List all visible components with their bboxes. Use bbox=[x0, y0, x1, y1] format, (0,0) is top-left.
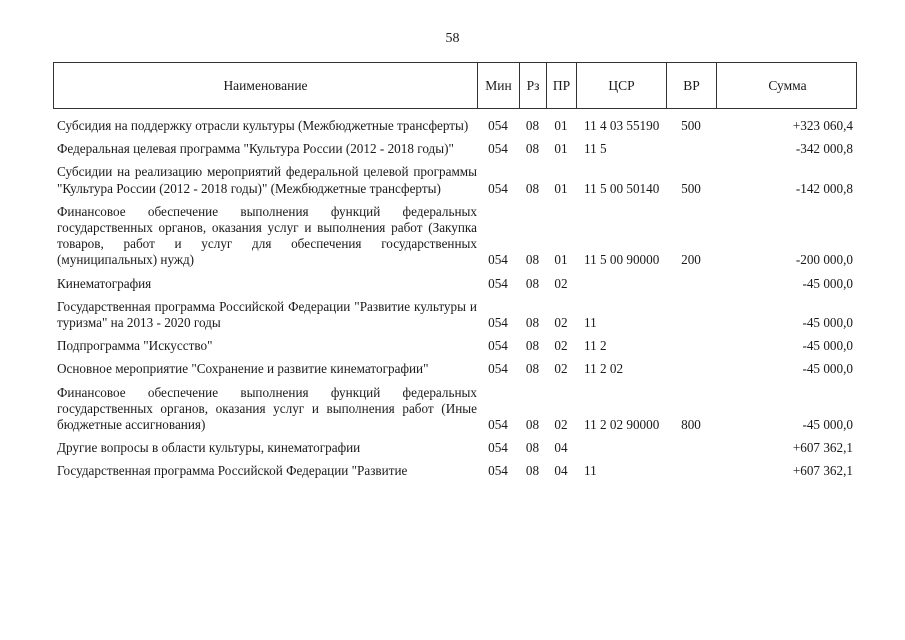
row-sum: -45 000,0 bbox=[802, 275, 853, 291]
row-name: Подпрограмма "Искусство" bbox=[57, 338, 213, 354]
row-sum: -45 000,0 bbox=[802, 315, 853, 331]
row-vr: 200 bbox=[681, 252, 701, 268]
row-rz: 08 bbox=[525, 141, 540, 157]
row-min: 054 bbox=[488, 141, 508, 157]
page-number: 58 bbox=[445, 31, 460, 46]
table-row bbox=[53, 463, 857, 479]
row-min: 054 bbox=[488, 275, 508, 291]
table-row bbox=[53, 276, 857, 292]
row-min: 054 bbox=[488, 315, 508, 331]
row-sum: +607 362,1 bbox=[792, 440, 853, 456]
row-csr: 11 5 00 50140 bbox=[584, 180, 660, 196]
row-rz: 08 bbox=[525, 315, 540, 331]
row-pr: 01 bbox=[554, 141, 568, 157]
table-row bbox=[53, 141, 857, 157]
row-min: 054 bbox=[488, 463, 508, 479]
row-rz: 08 bbox=[525, 118, 540, 133]
header-vr: ВР bbox=[667, 63, 717, 108]
row-sum: -45 000,0 bbox=[802, 361, 853, 377]
row-name: Государственная программа Российской Федерации "Развитие bbox=[57, 463, 408, 479]
table-row bbox=[53, 440, 857, 456]
row-pr: 04 bbox=[554, 440, 568, 456]
row-pr: 04 bbox=[554, 463, 568, 479]
row-rz: 08 bbox=[525, 440, 540, 456]
header-csr: ЦСР bbox=[577, 63, 667, 108]
row-name: Субсидия на поддержку отрасли культуры (Межбюджетные трансферты) bbox=[57, 118, 469, 133]
row-sum: -342 000,8 bbox=[795, 141, 853, 157]
table-body bbox=[53, 118, 857, 480]
row-pr: 02 bbox=[554, 275, 568, 291]
header-name: Наименование bbox=[54, 63, 478, 108]
row-csr: 11 4 03 55190 bbox=[584, 118, 660, 133]
table-row bbox=[53, 338, 857, 354]
row-csr: 11 2 02 90000 bbox=[584, 417, 660, 433]
row-min: 054 bbox=[488, 338, 508, 354]
row-min: 054 bbox=[488, 180, 508, 196]
row-pr: 02 bbox=[554, 315, 568, 331]
row-sum: -45 000,0 bbox=[802, 338, 853, 354]
row-rz: 08 bbox=[525, 463, 540, 479]
row-name: Кинематография bbox=[57, 275, 152, 291]
table-row bbox=[53, 385, 857, 434]
row-sum: +323 060,4 bbox=[792, 118, 853, 133]
row-csr: 11 2 bbox=[584, 338, 607, 354]
row-pr: 02 bbox=[554, 417, 568, 433]
row-name: Федеральная целевая программа "Культура России (2012 - 2018 годы)" bbox=[57, 141, 454, 157]
row-pr: 02 bbox=[554, 361, 568, 377]
row-rz: 08 bbox=[525, 417, 540, 433]
table-row bbox=[53, 361, 857, 377]
row-min: 054 bbox=[488, 252, 508, 268]
row-sum: -45 000,0 bbox=[802, 417, 853, 433]
table-row bbox=[53, 164, 857, 196]
header-sum: Сумма bbox=[768, 77, 807, 93]
row-csr: 11 2 02 bbox=[584, 361, 624, 377]
header-pr: ПР bbox=[547, 63, 577, 108]
row-csr: 11 5 bbox=[584, 141, 607, 157]
row-rz: 08 bbox=[525, 361, 540, 377]
row-rz: 08 bbox=[525, 338, 540, 354]
row-name: Финансовое обеспечение выполнения функций федеральных государственных органов, оказания услуг и выполнения работ (Иные бюджетные ассигнования) bbox=[57, 384, 477, 433]
row-csr: 11 bbox=[584, 315, 597, 331]
row-name: Субсидии на реализацию мероприятий федеральной целевой программы "Культура России (2012 - 2018 годы)" (Межбюджетные трансферты) bbox=[57, 164, 477, 196]
row-rz: 08 bbox=[525, 180, 540, 196]
row-pr: 01 bbox=[554, 252, 568, 268]
row-pr: 01 bbox=[554, 118, 568, 133]
table-header bbox=[53, 62, 857, 109]
table-row bbox=[53, 204, 857, 269]
row-pr: 02 bbox=[554, 338, 568, 354]
header-min: Мин bbox=[478, 63, 520, 108]
row-vr: 500 bbox=[681, 118, 701, 133]
row-sum: -142 000,8 bbox=[795, 180, 853, 196]
row-sum: -200 000,0 bbox=[795, 252, 853, 268]
row-min: 054 bbox=[488, 440, 508, 456]
row-name: Финансовое обеспечение выполнения функций федеральных государственных органов, оказания услуг и выполнения работ (Закупка товаров, работ и услуг для обеспечения государственных (муниципальных) нужд) bbox=[57, 203, 477, 268]
row-vr: 800 bbox=[681, 417, 701, 433]
row-name: Основное мероприятие "Сохранение и развитие кинематографии" bbox=[57, 361, 429, 377]
row-vr: 500 bbox=[681, 180, 701, 196]
row-name: Государственная программа Российской Федерации "Развитие культуры и туризма" на 2013 - 2020 годы bbox=[57, 298, 477, 331]
table-row bbox=[53, 299, 857, 331]
row-rz: 08 bbox=[525, 252, 540, 268]
row-csr: 11 5 00 90000 bbox=[584, 252, 660, 268]
row-min: 054 bbox=[488, 361, 508, 377]
row-name: Другие вопросы в области культуры, кинематографии bbox=[57, 440, 361, 456]
row-pr: 01 bbox=[554, 180, 568, 196]
row-csr: 11 bbox=[584, 463, 597, 479]
table-row bbox=[53, 118, 857, 134]
row-sum: +607 362,1 bbox=[792, 463, 853, 479]
header-rz: Рз bbox=[520, 63, 547, 108]
row-min: 054 bbox=[488, 417, 508, 433]
budget-table bbox=[53, 62, 857, 480]
row-rz: 08 bbox=[525, 275, 540, 291]
row-min: 054 bbox=[488, 118, 508, 133]
